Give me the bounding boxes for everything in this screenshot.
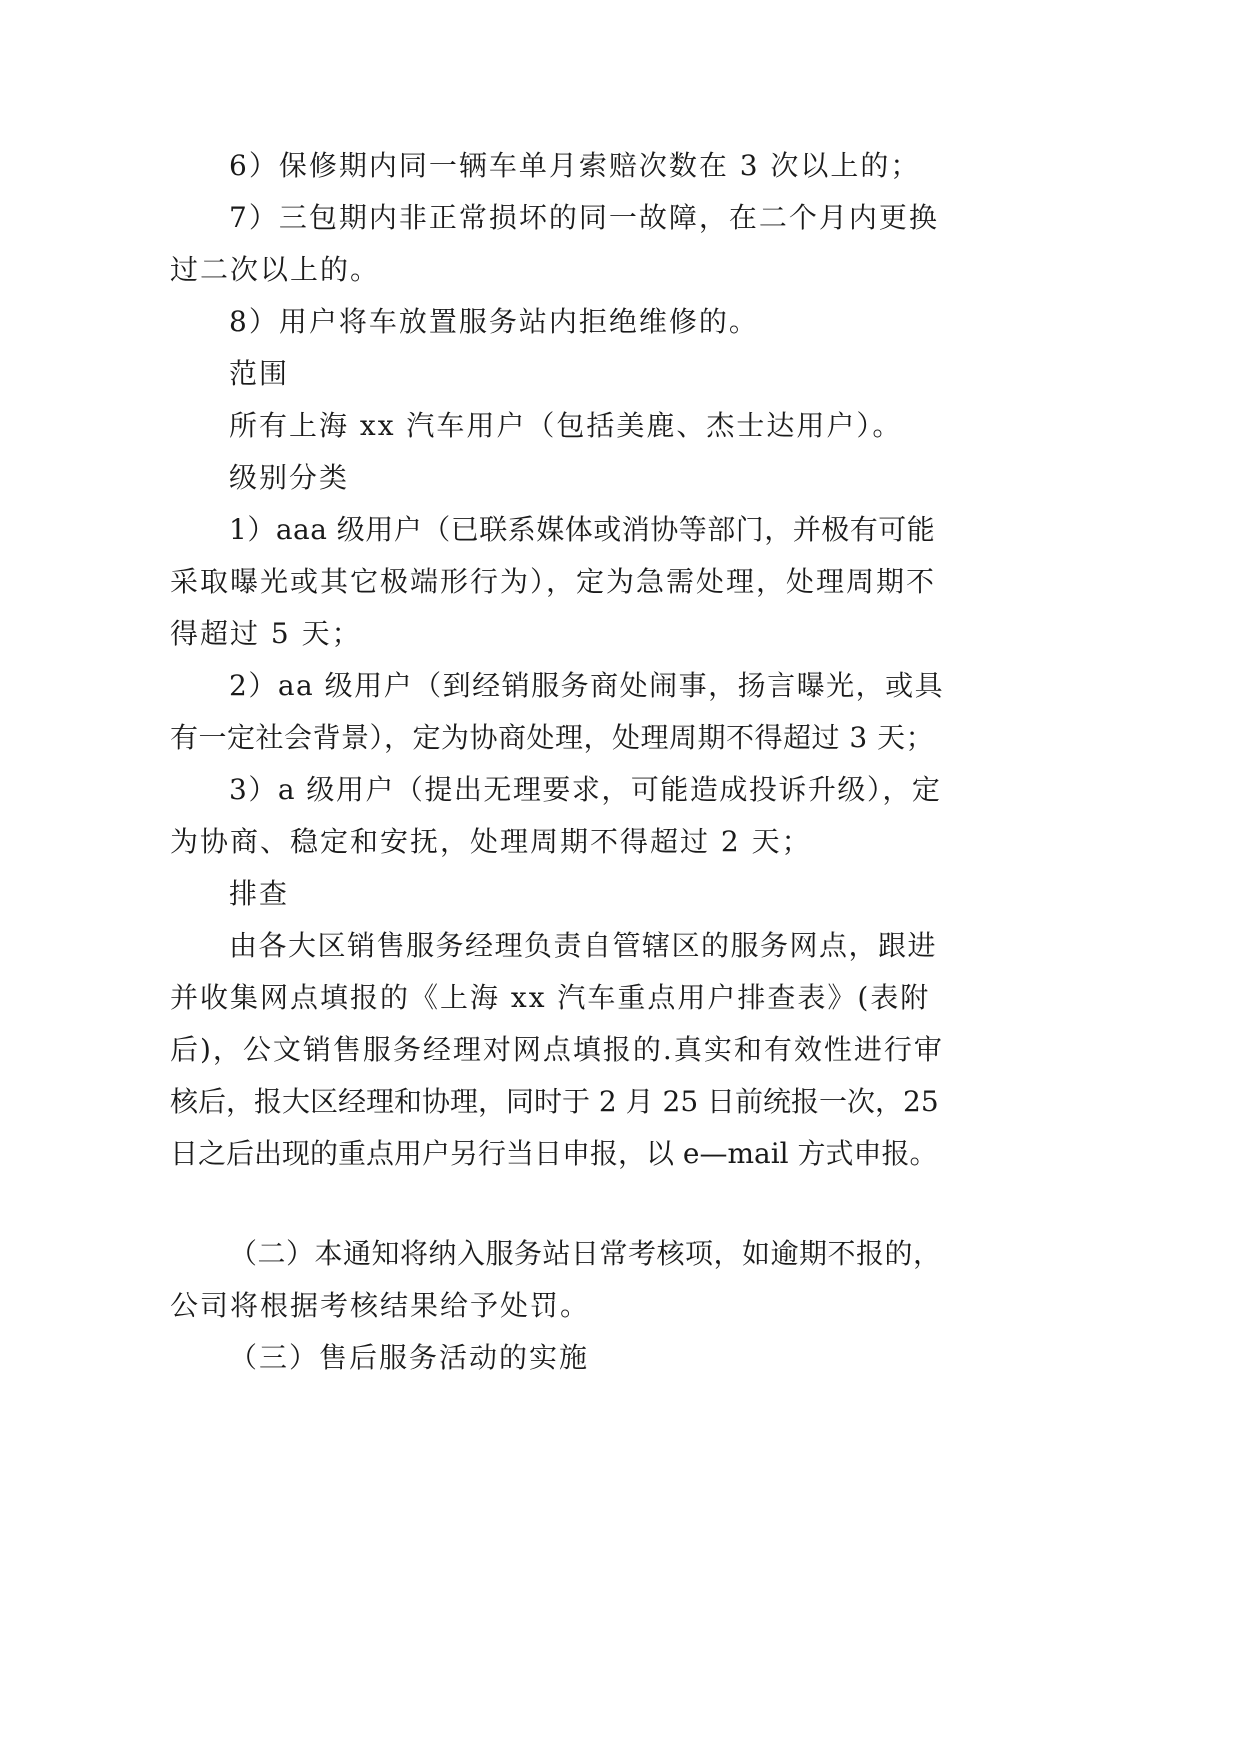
paragraph-line: 核后，报大区经理和协理，同时于 2 月 25 日前统报一次，25 <box>170 1085 939 1118</box>
paragraph-line: 8）用户将车放置服务站内拒绝维修的。 <box>229 305 759 338</box>
paragraph-line: 3）a 级用户（提出无理要求，可能造成投诉升级），定 <box>229 773 942 806</box>
paragraph-line: 为协商、稳定和安抚，处理周期不得超过 2 天； <box>170 825 812 858</box>
paragraph-line: 日之后出现的重点用户另行当日申报，以 e—mail 方式申报。 <box>170 1137 938 1170</box>
section-heading: 排查 <box>229 877 290 910</box>
section-heading: （三）售后服务活动的实施 <box>229 1341 590 1374</box>
paragraph-line: 7）三包期内非正常损坏的同一故障，在二个月内更换 <box>229 201 939 234</box>
paragraph-line: 所有上海 xx 汽车用户（包括美鹿、杰士达用户）。 <box>229 409 903 442</box>
paragraph-line: 2）aa 级用户（到经销服务商处闹事，扬言曝光，或具 <box>229 669 945 702</box>
paragraph-line: 6）保修期内同一辆车单月索赔次数在 3 次以上的； <box>229 149 921 182</box>
paragraph-line: 后)，公文销售服务经理对网点填报的.真实和有效性进行审 <box>170 1033 944 1066</box>
paragraph-line: 过二次以上的。 <box>170 253 381 286</box>
paragraph-line: 有一定社会背景），定为协商处理，处理周期不得超过 3 天； <box>170 721 935 754</box>
paragraph-line: 采取曝光或其它极端形行为），定为急需处理，处理周期不 <box>170 565 937 598</box>
section-heading: 范围 <box>229 357 290 390</box>
section-heading: 级别分类 <box>229 461 350 494</box>
paragraph-line: 公司将根据考核结果给予处罚。 <box>170 1289 591 1322</box>
paragraph-line: 1）aaa 级用户（已联系媒体或消协等部门，并极有可能 <box>229 513 936 546</box>
paragraph-line: 并收集网点填报的《上海 xx 汽车重点用户排查表》(表附 <box>170 981 931 1014</box>
paragraph-line: 得超过 5 天； <box>170 617 362 650</box>
paragraph-line: 由各大区销售服务经理负责自管辖区的服务网点，跟进 <box>229 929 938 962</box>
paragraph-line: （二）本通知将纳入服务站日常考核项，如逾期不报的， <box>229 1237 942 1270</box>
